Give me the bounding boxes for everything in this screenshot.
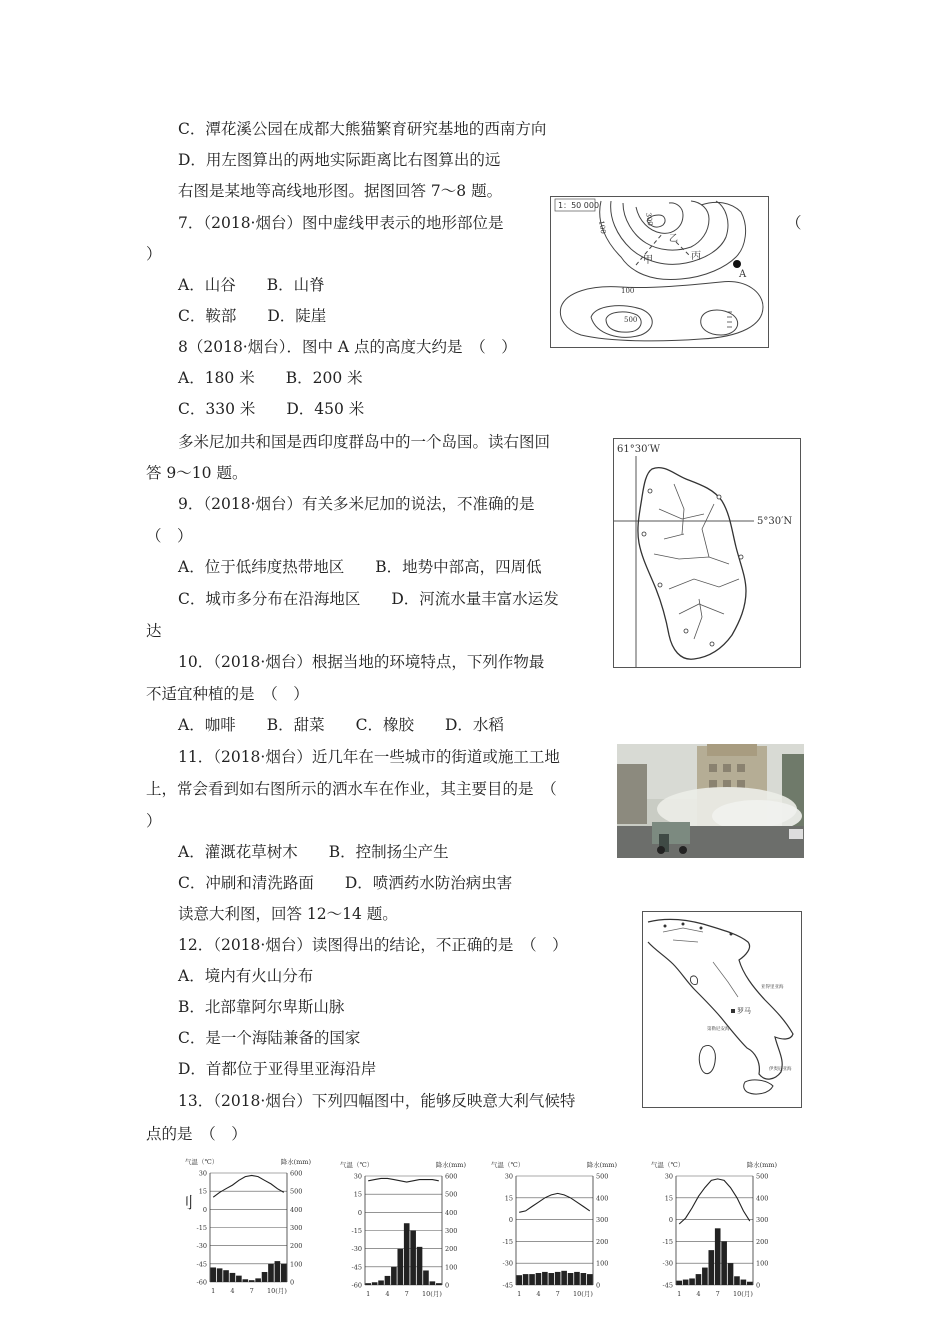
question-10: 10．（2018·烟台）根据当地的环境特点，下列作物最 xyxy=(178,653,545,671)
question-7-paren-open: （ xyxy=(786,214,802,232)
label-yi: 乙 xyxy=(669,234,679,244)
question-11: 11．（2018·烟台）近几年在一些城市的街道或施工工地 xyxy=(178,748,560,766)
precip-bar xyxy=(689,1278,695,1285)
climate-chart-3 xyxy=(489,1160,619,1300)
italy-outline xyxy=(648,919,793,1079)
intro-text: 右图是某地等高线地形图。据图回答 7～8 题。 xyxy=(178,182,503,200)
month-tick-label: 7 xyxy=(404,1290,409,1298)
q12-option-a: A．境内有火山分布 xyxy=(178,967,314,985)
label-a: A xyxy=(739,269,747,280)
question-8: 8（2018·烟台）．图中 A 点的高度大约是 （ ） xyxy=(178,338,517,356)
precip-bar xyxy=(281,1264,287,1282)
contour-label: 300 xyxy=(644,211,655,227)
q12-option-d: D．首都位于亚得里亚海沿岸 xyxy=(178,1060,377,1078)
precip-tick-label: 100 xyxy=(596,1259,609,1268)
precip-tick-label: 0 xyxy=(756,1281,761,1290)
precip-bar xyxy=(741,1280,747,1285)
temp-tick-label: 30 xyxy=(664,1172,673,1181)
question-7-paren-close: ） xyxy=(146,245,162,263)
temp-tick-label: -30 xyxy=(662,1259,673,1268)
precip-bar xyxy=(210,1267,216,1282)
temperature-line xyxy=(368,1178,439,1182)
precip-bar xyxy=(417,1247,423,1285)
question-12: 12．（2018·烟台）读图得出的结论，不正确的是 （ ） xyxy=(178,936,568,954)
month-tick-label: 4 xyxy=(536,1290,541,1298)
temp-axis-label: 气温（℃） xyxy=(651,1161,685,1169)
temp-tick-label: -15 xyxy=(502,1237,513,1246)
precip-tick-label: 400 xyxy=(290,1205,303,1214)
precip-bar xyxy=(587,1274,593,1285)
precip-bar xyxy=(372,1282,378,1285)
precip-bar xyxy=(230,1273,236,1282)
temp-tick-label: 15 xyxy=(504,1194,513,1203)
question-9: 9．（2018·烟台）有关多米尼加的说法，不准确的是 xyxy=(178,495,535,513)
temperature-line xyxy=(213,1175,284,1197)
temp-tick-label: 15 xyxy=(353,1190,362,1199)
precip-bar xyxy=(391,1267,397,1285)
precip-bar xyxy=(555,1272,561,1285)
month-tick-label: 10(月) xyxy=(733,1290,753,1298)
month-tick-label: 10(月) xyxy=(422,1290,442,1298)
temp-tick-label: 0 xyxy=(357,1208,362,1217)
precip-axis-label: 降水(mm) xyxy=(586,1161,617,1169)
precip-bar xyxy=(536,1273,542,1285)
precip-bar xyxy=(715,1228,721,1285)
temp-tick-label: -30 xyxy=(196,1242,207,1251)
precip-bar xyxy=(529,1274,535,1285)
precip-bar xyxy=(747,1282,753,1285)
contour-label: 500 xyxy=(624,316,638,324)
temp-tick-label: -15 xyxy=(662,1237,673,1246)
month-tick-label: 7 xyxy=(555,1290,560,1298)
temp-tick-label: -15 xyxy=(196,1224,207,1232)
precip-tick-label: 0 xyxy=(596,1281,601,1290)
precip-tick-label: 100 xyxy=(290,1260,303,1269)
precip-bar xyxy=(728,1263,734,1285)
point-a-marker xyxy=(733,260,741,268)
q10-options: A．咖啡 B．甜菜 C．橡胶 D．水稻 xyxy=(178,716,504,734)
temp-tick-label: -30 xyxy=(502,1259,513,1268)
contour-label: 100 xyxy=(597,219,608,235)
temp-tick-label: -45 xyxy=(502,1281,513,1290)
question-10-cont: 不适宜种植的是 （ ） xyxy=(146,685,309,703)
precip-tick-label: 300 xyxy=(290,1224,303,1232)
temp-tick-label: -45 xyxy=(662,1281,673,1290)
precip-bar xyxy=(683,1280,689,1285)
month-tick-label: 7 xyxy=(249,1287,254,1295)
precip-bar xyxy=(734,1276,740,1285)
month-tick-label: 10(月) xyxy=(573,1290,593,1298)
precip-tick-label: 600 xyxy=(290,1169,303,1178)
latitude-label: 5°30′N xyxy=(757,516,793,527)
precip-tick-label: 0 xyxy=(445,1281,450,1290)
precip-axis-label: 降水(mm) xyxy=(435,1161,466,1169)
temp-tick-label: -30 xyxy=(351,1245,362,1254)
intro-dominica-cont: 答 9～10 题。 xyxy=(146,464,248,482)
precip-tick-label: 600 xyxy=(445,1172,458,1181)
precip-tick-label: 500 xyxy=(596,1172,609,1181)
temp-tick-label: -60 xyxy=(196,1278,207,1287)
month-tick-label: 10(月) xyxy=(267,1287,287,1295)
precip-tick-label: 100 xyxy=(445,1263,458,1272)
precip-bar xyxy=(385,1276,391,1285)
precip-bar xyxy=(548,1273,554,1285)
q7-options-ab: A．山谷 B．山脊 xyxy=(178,276,325,294)
month-tick-label: 4 xyxy=(696,1290,701,1298)
month-tick-label: 4 xyxy=(230,1287,235,1295)
q11-options-cd: C．冲刷和清洗路面 D．喷洒药水防治病虫害 xyxy=(178,874,513,892)
precip-bar xyxy=(255,1278,261,1282)
precip-bar xyxy=(378,1280,384,1285)
precip-bar xyxy=(249,1280,255,1282)
precip-bar xyxy=(423,1270,429,1285)
precip-tick-label: 100 xyxy=(756,1259,769,1268)
island-outline xyxy=(638,468,746,660)
precip-tick-label: 200 xyxy=(756,1237,769,1246)
precip-tick-label: 200 xyxy=(445,1245,458,1254)
precip-bar xyxy=(410,1231,416,1286)
q11-options-ab: A．灌溉花草树木 B．控制扬尘产生 xyxy=(178,843,449,861)
longitude-label: 61°30′W xyxy=(617,444,660,455)
map-scale: 1：50 000 xyxy=(558,201,600,210)
precip-bar xyxy=(523,1274,529,1285)
precip-bar xyxy=(236,1276,242,1282)
precip-bar xyxy=(365,1283,371,1285)
temp-tick-label: 30 xyxy=(198,1169,207,1178)
precip-bar xyxy=(436,1283,442,1285)
precip-axis-label: 降水(mm) xyxy=(746,1161,777,1169)
precip-bar xyxy=(568,1273,574,1285)
precip-bar xyxy=(581,1273,587,1285)
climate-chart-2 xyxy=(338,1160,468,1300)
precip-axis-label: 降水(mm) xyxy=(280,1158,311,1166)
temp-tick-label: 0 xyxy=(668,1216,673,1225)
q8-options-ab: A．180 米 B．200 米 xyxy=(178,369,363,387)
precip-bar xyxy=(275,1261,281,1282)
topographic-map xyxy=(550,196,769,348)
precip-tick-label: 400 xyxy=(756,1194,769,1203)
q9-options-cd: C．城市多分布在沿海地区 D．河流水量丰富水运发 xyxy=(178,590,559,608)
precip-bar xyxy=(217,1268,223,1282)
temp-tick-label: 30 xyxy=(504,1172,513,1181)
question-7: 7．（2018·烟台）图中虚线甲表示的地形部位是 xyxy=(178,214,504,232)
water-truck-photo xyxy=(617,744,804,858)
option-c: C．潭花溪公园在成都大熊猫繁育研究基地的西南方向 xyxy=(178,120,547,138)
question-13-cont: 点的是 （ ） xyxy=(146,1125,247,1143)
precip-bar xyxy=(397,1249,403,1285)
q8-options-cd: C．330 米 D．450 米 xyxy=(178,400,365,418)
precip-tick-label: 400 xyxy=(445,1208,458,1217)
month-tick-label: 4 xyxy=(385,1290,390,1298)
precip-bar xyxy=(702,1268,708,1285)
month-tick-label: 1 xyxy=(366,1290,371,1298)
precip-bar xyxy=(708,1250,714,1285)
precip-tick-label: 200 xyxy=(596,1237,609,1246)
temp-tick-label: -60 xyxy=(351,1281,362,1290)
climate-chart-1 xyxy=(183,1157,313,1297)
month-tick-label: 1 xyxy=(517,1290,522,1298)
question-11-paren: ） xyxy=(146,812,162,830)
precip-tick-label: 300 xyxy=(756,1216,769,1225)
precip-bar xyxy=(542,1272,548,1285)
temp-tick-label: 0 xyxy=(202,1205,207,1214)
label-bing: 丙 xyxy=(691,251,701,262)
precip-bar xyxy=(696,1274,702,1285)
month-tick-label: 7 xyxy=(715,1290,720,1298)
precip-bar xyxy=(516,1275,522,1285)
month-tick-label: 1 xyxy=(677,1290,682,1298)
q9-options-cd-cont: 达 xyxy=(146,622,162,640)
precip-bar xyxy=(262,1272,268,1282)
question-9-paren: （ ） xyxy=(146,527,193,545)
sardinia-outline xyxy=(699,1045,715,1073)
precip-bar xyxy=(574,1272,580,1285)
precip-bar xyxy=(268,1264,274,1282)
temperature-line xyxy=(519,1193,590,1212)
q12-option-b: B．北部靠阿尔卑斯山脉 xyxy=(178,998,345,1016)
sicily-outline xyxy=(744,1080,773,1094)
precip-tick-label: 300 xyxy=(596,1216,609,1225)
precip-tick-label: 500 xyxy=(756,1172,769,1181)
q9-options-ab: A．位于低纬度热带地区 B．地势中部高，四周低 xyxy=(178,558,542,576)
label-jia: 甲 xyxy=(643,255,653,266)
temp-tick-label: 15 xyxy=(198,1187,207,1196)
precip-bar xyxy=(676,1281,682,1285)
dominica-map xyxy=(613,438,801,668)
precip-tick-label: 0 xyxy=(290,1278,295,1287)
question-11-cont: 上，常会看到如右图所示的洒水车在作业，其主要目的是 （ xyxy=(146,780,557,798)
precip-bar xyxy=(404,1223,410,1285)
precip-tick-label: 500 xyxy=(445,1190,458,1199)
precip-tick-label: 500 xyxy=(290,1187,303,1196)
precip-tick-label: 200 xyxy=(290,1242,303,1251)
intro-dominica: 多米尼加共和国是西印度群岛中的一个岛国。读右图回 xyxy=(178,433,551,451)
temp-axis-label: 气温（℃） xyxy=(340,1161,374,1169)
option-d: D．用左图算出的两地实际距离比右图算出的远 xyxy=(178,151,501,169)
label-rome: 罗马 xyxy=(737,1007,751,1015)
temp-tick-label: 15 xyxy=(664,1194,673,1203)
italy-map xyxy=(642,911,802,1108)
temp-axis-label: 气温（℃） xyxy=(185,1158,219,1166)
temp-tick-label: -15 xyxy=(351,1227,362,1235)
precip-tick-label: 300 xyxy=(445,1227,458,1235)
precip-bar xyxy=(721,1241,727,1285)
temp-axis-label: 气温（℃） xyxy=(491,1161,525,1169)
question-13: 13．（2018·烟台）下列四幅图中，能够反映意大利气候特 xyxy=(178,1092,576,1110)
temp-tick-label: 0 xyxy=(508,1216,513,1225)
label-tyrrhenian: 第勒尼安海 xyxy=(707,1027,730,1032)
temp-tick-label: -45 xyxy=(196,1260,207,1269)
q12-option-c: C．是一个海陆兼备的国家 xyxy=(178,1029,361,1047)
intro-italy: 读意大利图，回答 12～14 题。 xyxy=(178,905,398,923)
label-adriatic: 亚得里亚海 xyxy=(761,985,784,990)
precip-bar xyxy=(430,1281,436,1285)
precip-bar xyxy=(242,1279,248,1282)
stray-glyph: 刂 xyxy=(178,1194,194,1212)
month-tick-label: 1 xyxy=(211,1287,216,1295)
precip-bar xyxy=(561,1271,567,1285)
precip-bar xyxy=(223,1270,229,1282)
label-ionian: 伊奥尼亚海 xyxy=(769,1067,792,1072)
climate-chart-4 xyxy=(649,1160,779,1300)
precip-tick-label: 400 xyxy=(596,1194,609,1203)
temp-tick-label: -45 xyxy=(351,1263,362,1272)
temperature-line xyxy=(679,1179,750,1224)
temp-tick-label: 30 xyxy=(353,1172,362,1181)
q7-options-cd: C．鞍部 D．陡崖 xyxy=(178,307,327,325)
contour-label: 100 xyxy=(621,287,635,295)
